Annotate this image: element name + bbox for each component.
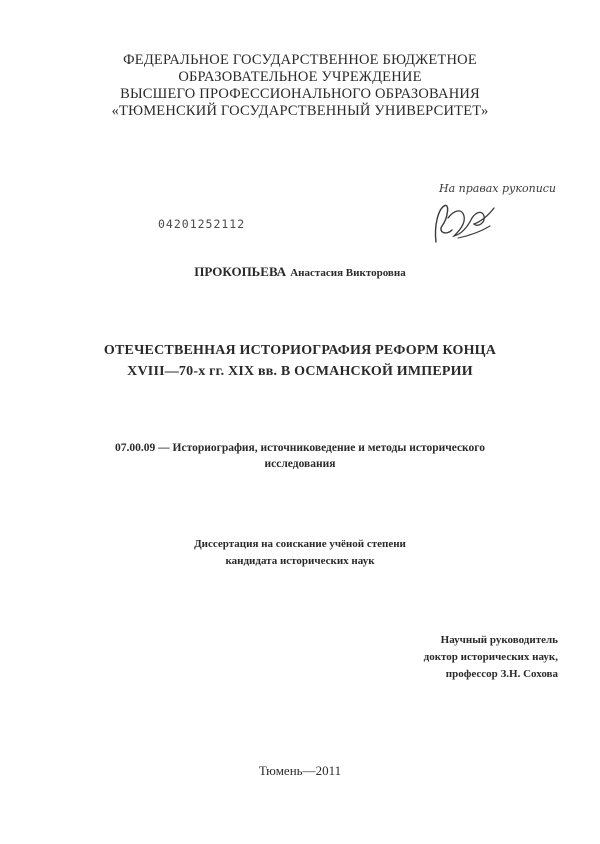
header-line-1: ФЕДЕРАЛЬНОЕ ГОСУДАРСТВЕННОЕ БЮДЖЕТНОЕ (123, 52, 477, 68)
header-line-4: «ТЮМЕНСКИЙ ГОСУДАРСТВЕННЫЙ УНИВЕРСИТЕТ» (111, 103, 489, 119)
author-given-names: Анастасия Викторовна (290, 267, 406, 279)
title-line-2: XVIII—70-х гг. XIX вв. В ОСМАНСКОЙ ИМПЕРИИ (127, 364, 473, 379)
dissertation-line-2: кандидата исторических наук (225, 555, 375, 567)
specialty-line-2: исследования (264, 458, 336, 470)
header-line-3: ВЫСШЕГО ПРОФЕССИОНАЛЬНОГО ОБРАЗОВАНИЯ (120, 86, 480, 102)
signature-mark (428, 196, 500, 252)
dissertation-line-1: Диссертация на соискание учёной степени (194, 538, 406, 550)
author-surname: ПРОКОПЬЕВА (194, 264, 287, 279)
specialty-line-1: 07.00.09 — Историография, источниковедение и методы исторического (115, 442, 485, 454)
city-year-footer: Тюмень—2011 (258, 763, 342, 778)
header-line-2: ОБРАЗОВАТЕЛЬНОЕ УЧРЕЖДЕНИЕ (178, 69, 422, 85)
supervisor-line-2: доктор исторических наук, (423, 651, 558, 663)
author-line (0, 263, 600, 281)
title-line-1: ОТЕЧЕСТВЕННАЯ ИСТОРИОГРАФИЯ РЕФОРМ КОНЦА (103, 343, 497, 358)
document-number: 04201252112 (158, 217, 246, 231)
supervisor-line-1: Научный руководитель (440, 634, 558, 646)
rights-note: На правах рукописи (439, 182, 557, 195)
supervisor-line-3: профессор З.Н. Сохова (445, 668, 558, 680)
